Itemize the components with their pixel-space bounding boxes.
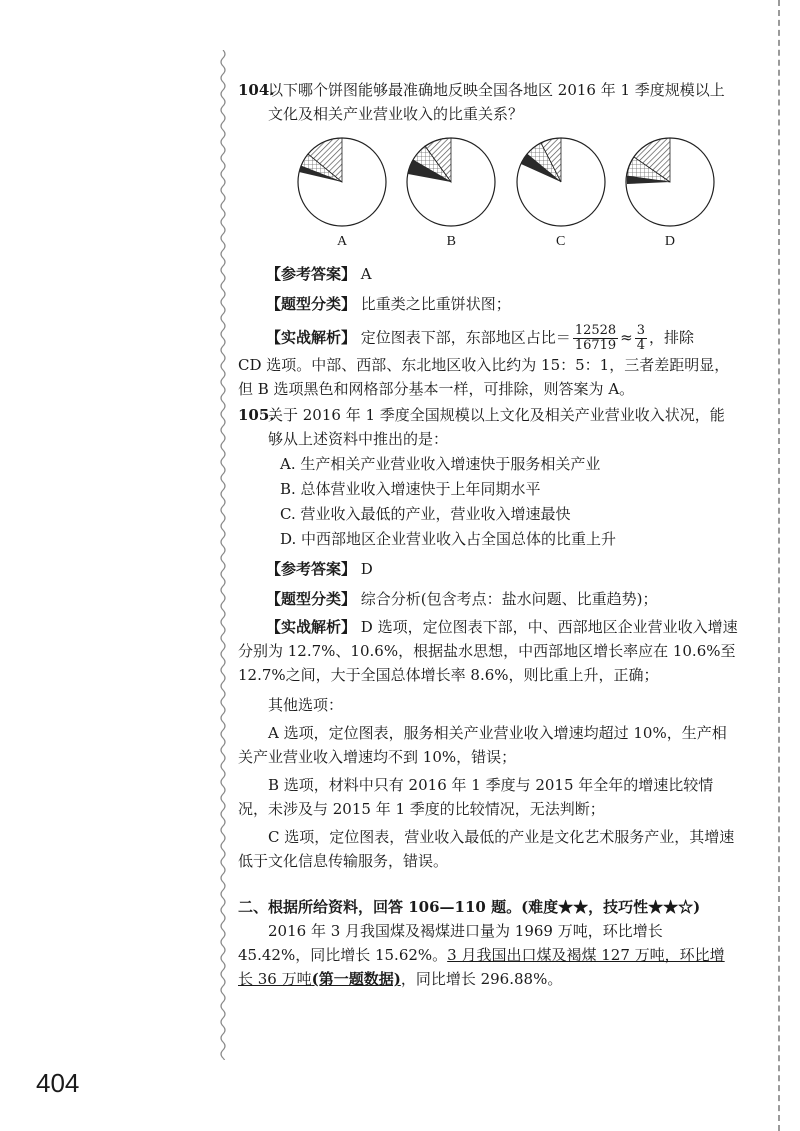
- fraction-east-share-denominator: 16719: [574, 338, 617, 353]
- q105-option-b: B. 总体营业收入增速快于上年同期水平: [280, 480, 541, 498]
- page-number: 404: [36, 1068, 80, 1098]
- question-105-number: 105.: [238, 406, 275, 424]
- q105-analysis-block: [238, 615, 738, 687]
- q105-option-a: A. 生产相关产业营业收入增速快于服务相关产业: [280, 455, 601, 473]
- pie-label-b: B: [446, 234, 456, 249]
- pie-option-a: [296, 136, 388, 254]
- approx-sign: ≈: [620, 328, 633, 347]
- fraction-three-quarters: [635, 324, 647, 353]
- q105-type-tag: 【题型分类】: [266, 590, 357, 608]
- pie-label-d: D: [664, 234, 676, 249]
- section-2-para-post: ，同比增长 296.88%。: [400, 970, 563, 988]
- pie-chart-b: [405, 136, 497, 228]
- question-105-text: 关于 2016 年 1 季度全国规模以上文化及相关产业营业收入状况，能够从上述资料中推出的是：: [268, 406, 725, 448]
- question-104-number: 104.: [238, 81, 275, 99]
- section-2-para-underline: 3 月我国出口煤及褐煤 127 万吨，环比增长 36 万吨: [238, 946, 725, 988]
- question-104-text: 以下哪个饼图能够最准确地反映全国各地区 2016 年 1 季度规模以上文化及相关产业营业收入的比重关系？: [268, 81, 725, 123]
- question-104: [238, 78, 738, 126]
- fraction-east-share: [573, 324, 618, 353]
- q105-answer-tag: 【参考答案】: [266, 560, 357, 578]
- q105-type-row: [238, 587, 738, 611]
- pie-label-c: C: [555, 234, 566, 249]
- q104-answer-tag: 【参考答案】: [266, 265, 357, 283]
- pie-option-d: [624, 136, 716, 254]
- content: [238, 78, 738, 991]
- section-2-para-bold: (第一题数据): [311, 970, 401, 988]
- section-2-para-pre: 2016 年 3 月我国煤及褐煤进口量为 1969 万吨，环比增长 45.42%，同比增长 15.62%。: [238, 922, 663, 964]
- q104-type-row: [238, 292, 738, 316]
- pie-options: [296, 136, 716, 254]
- q105-analysis-tag: 【实战解析】: [266, 618, 357, 636]
- q104-type-tag: 【题型分类】: [266, 295, 357, 313]
- q105-other-b: B 选项，材料中只有 2016 年 1 季度与 2015 年全年的增速比较情况，未涉及与 2015 年 1 季度的比较情况，无法判断；: [238, 776, 714, 818]
- pie-chart-c: [515, 136, 607, 228]
- q105-option-c: C. 营业收入最低的产业，营业收入增速最快: [280, 505, 571, 523]
- q104-answer: A: [360, 265, 372, 283]
- q105-other-title: 其他选项：: [268, 696, 344, 714]
- pie-option-b: [405, 136, 497, 254]
- pie-chart-d: [624, 136, 716, 228]
- fraction-three-quarters-denominator: 4: [636, 338, 646, 353]
- q104-analysis-post: ，排除: [649, 328, 695, 347]
- section-2-heading: 二、根据所给资料，回答 106—110 题。(难度★★，技巧性★★☆): [238, 898, 701, 916]
- fraction-three-quarters-numerator: 3: [636, 323, 646, 338]
- q105-analysis: D 选项，定位图表下部，中、西部地区企业营业收入增速分别为 12.7%、10.6%，根据盐水思想，中西部地区增长率应在 10.6%至 12.7%之间，大于全国总体增长率 8.6%，则比重上升，正确；: [238, 618, 738, 684]
- q105-answer-row: [238, 557, 738, 581]
- pie-option-c: [515, 136, 607, 254]
- left-margin-wavy-line: [218, 50, 228, 1060]
- q104-analysis-tag: 【实战解析】: [266, 328, 357, 347]
- q104-analysis-row: [238, 324, 738, 353]
- pie-label-a: A: [336, 234, 348, 249]
- pie-chart-a: [296, 136, 388, 228]
- q104-answer-row: [238, 262, 738, 286]
- fraction-east-share-numerator: 12528: [574, 323, 617, 338]
- q105-other-c: C 选项，定位图表，营业收入最低的产业是文化艺术服务产业，其增速低于文化信息传输服务，错误。: [238, 828, 735, 870]
- right-margin-dashed-line: [778, 0, 784, 1131]
- q105-type: 综合分析(包含考点：盐水问题、比重趋势)；: [360, 590, 658, 608]
- q105-answer: D: [360, 560, 373, 578]
- q104-analysis-pre: 定位图表下部，东部地区占比＝: [360, 328, 571, 347]
- q105-other-a: A 选项，定位图表，服务相关产业营业收入增速均超过 10%，生产相关产业营业收入增速均不到 10%，错误；: [238, 724, 727, 766]
- q104-type: 比重类之比重饼状图；: [360, 295, 511, 313]
- section-2-paragraph: [238, 919, 738, 991]
- q104-analysis-cont: CD 选项。中部、西部、东北地区收入比约为 15：5：1，三者差距明显，但 B 选项黑色和网格部分基本一样，可排除，则答案为 A。: [238, 356, 730, 398]
- q105-option-d: D. 中西部地区企业营业收入占全国总体的比重上升: [280, 530, 617, 548]
- question-105: [238, 403, 738, 451]
